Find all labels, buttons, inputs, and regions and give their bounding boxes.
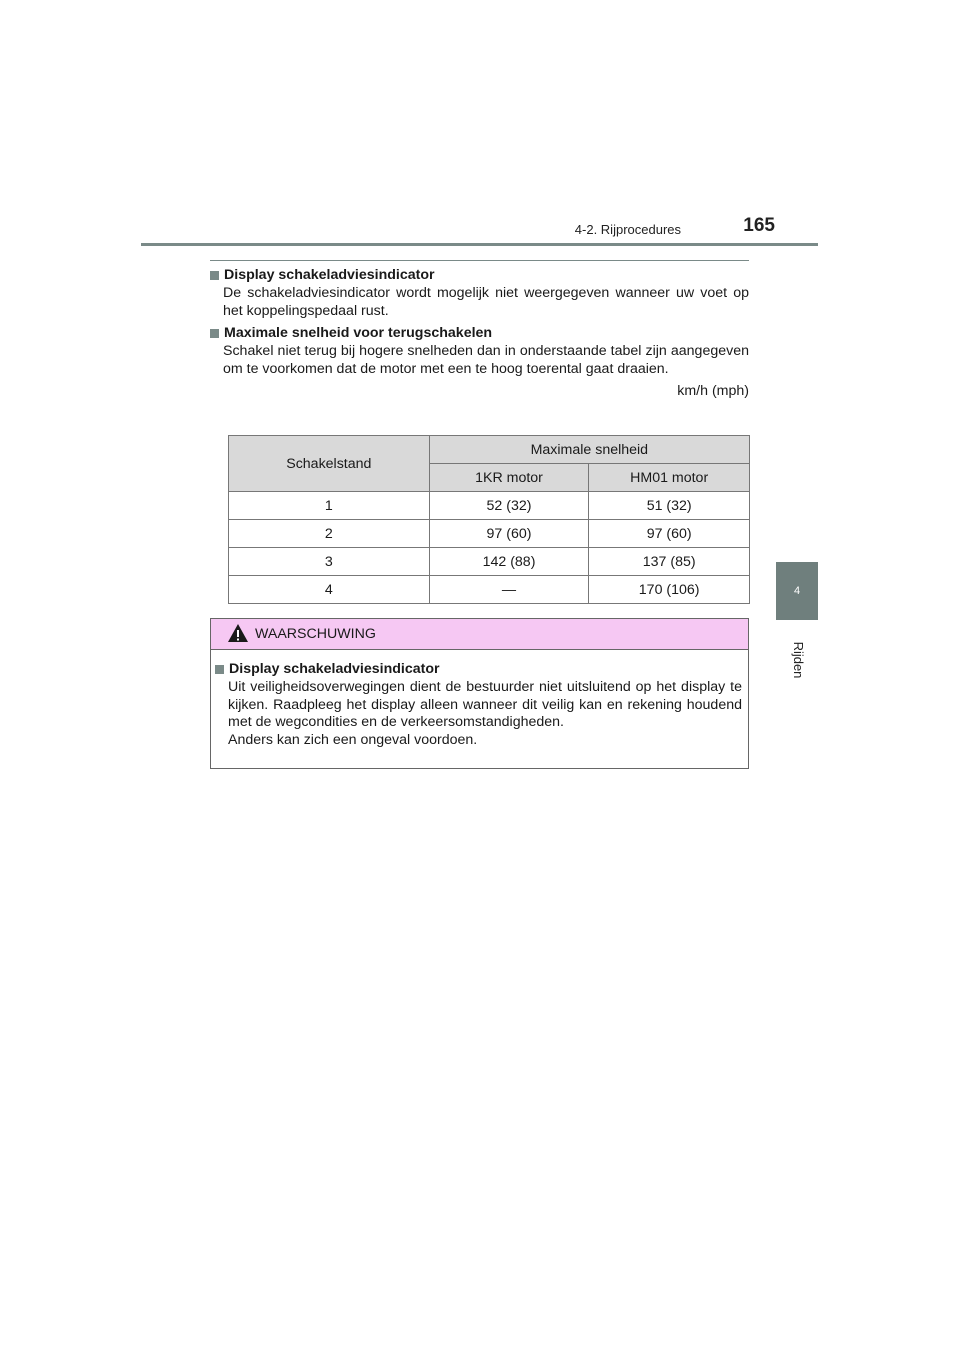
warning-title: WAARSCHUWING <box>255 626 376 642</box>
warning-box <box>210 618 749 769</box>
warning-header <box>211 619 748 650</box>
section-rule <box>210 260 749 261</box>
square-bullet-icon <box>210 329 219 338</box>
section-text: De schakeladviesindicator wordt mogelijk niet weergegeven wanneer uw voet op het koppelingspedaal rust. <box>223 285 749 319</box>
column-header-max-speed: Maximale snelheid <box>429 436 749 464</box>
chapter-tab <box>776 562 818 620</box>
section-text: Schakel niet terug bij hogere snelheden dan in onderstaande tabel zijn aangegeven om te voorkomen dat de motor met een te hoog toerental gaat draaien. <box>223 343 749 377</box>
cell-1kr: 52 (32) <box>429 492 589 520</box>
cell-1kr: 97 (60) <box>429 520 589 548</box>
header-rule <box>141 243 818 246</box>
cell-gear: 3 <box>229 548 430 576</box>
warning-heading-text: Display schakeladviesindicator <box>229 661 440 677</box>
table-header-row <box>229 436 750 464</box>
warning-text-end: Anders kan zich een ongeval voordoen. <box>228 731 478 748</box>
cell-1kr: — <box>429 576 589 604</box>
warning-heading <box>215 660 748 679</box>
warning-triangle-icon <box>227 622 249 649</box>
cell-1kr: 142 (88) <box>429 548 589 576</box>
cell-gear: 4 <box>229 576 430 604</box>
cell-hm01: 170 (106) <box>589 576 750 604</box>
column-header-engine-1kr: 1KR motor <box>429 464 589 492</box>
cell-gear: 2 <box>229 520 430 548</box>
cell-hm01: 97 (60) <box>589 520 750 548</box>
table-row <box>229 576 750 604</box>
square-bullet-icon <box>215 665 224 674</box>
section-max-speed <box>210 324 749 378</box>
warning-text <box>228 679 742 749</box>
section-heading-text: Display schakeladviesindicator <box>224 267 435 283</box>
chapter-label: Rijden <box>791 641 806 679</box>
table-row <box>229 520 750 548</box>
cell-hm01: 51 (32) <box>589 492 750 520</box>
page-number: 165 <box>743 215 775 236</box>
cell-hm01: 137 (85) <box>589 548 750 576</box>
main-content <box>210 266 749 401</box>
max-speed-table <box>228 435 750 604</box>
table-unit: km/h (mph) <box>677 383 749 399</box>
header-section-title: 4-2. Rijprocedures <box>574 222 681 237</box>
warning-body <box>211 650 748 749</box>
chapter-number: 4 <box>793 585 801 597</box>
column-header-gear: Schakelstand <box>229 436 430 492</box>
cell-gear: 1 <box>229 492 430 520</box>
table-row <box>229 492 750 520</box>
square-bullet-icon <box>210 271 219 280</box>
warning-text-main: Uit veiligheidsoverwegingen dient de bestuurder niet uitsluitend op het display te kijken. Raadpleeg het display alleen wanneer dit veilig kan en rekening houdend met de wegcondities en de verkeersomstandigheden. <box>228 679 742 730</box>
table-row <box>229 548 750 576</box>
section-heading <box>210 324 749 343</box>
column-header-engine-hm01: HM01 motor <box>589 464 750 492</box>
section-heading-text: Maximale snelheid voor terugschakelen <box>224 325 493 341</box>
section-shift-indicator <box>210 266 749 320</box>
section-heading <box>210 266 749 285</box>
